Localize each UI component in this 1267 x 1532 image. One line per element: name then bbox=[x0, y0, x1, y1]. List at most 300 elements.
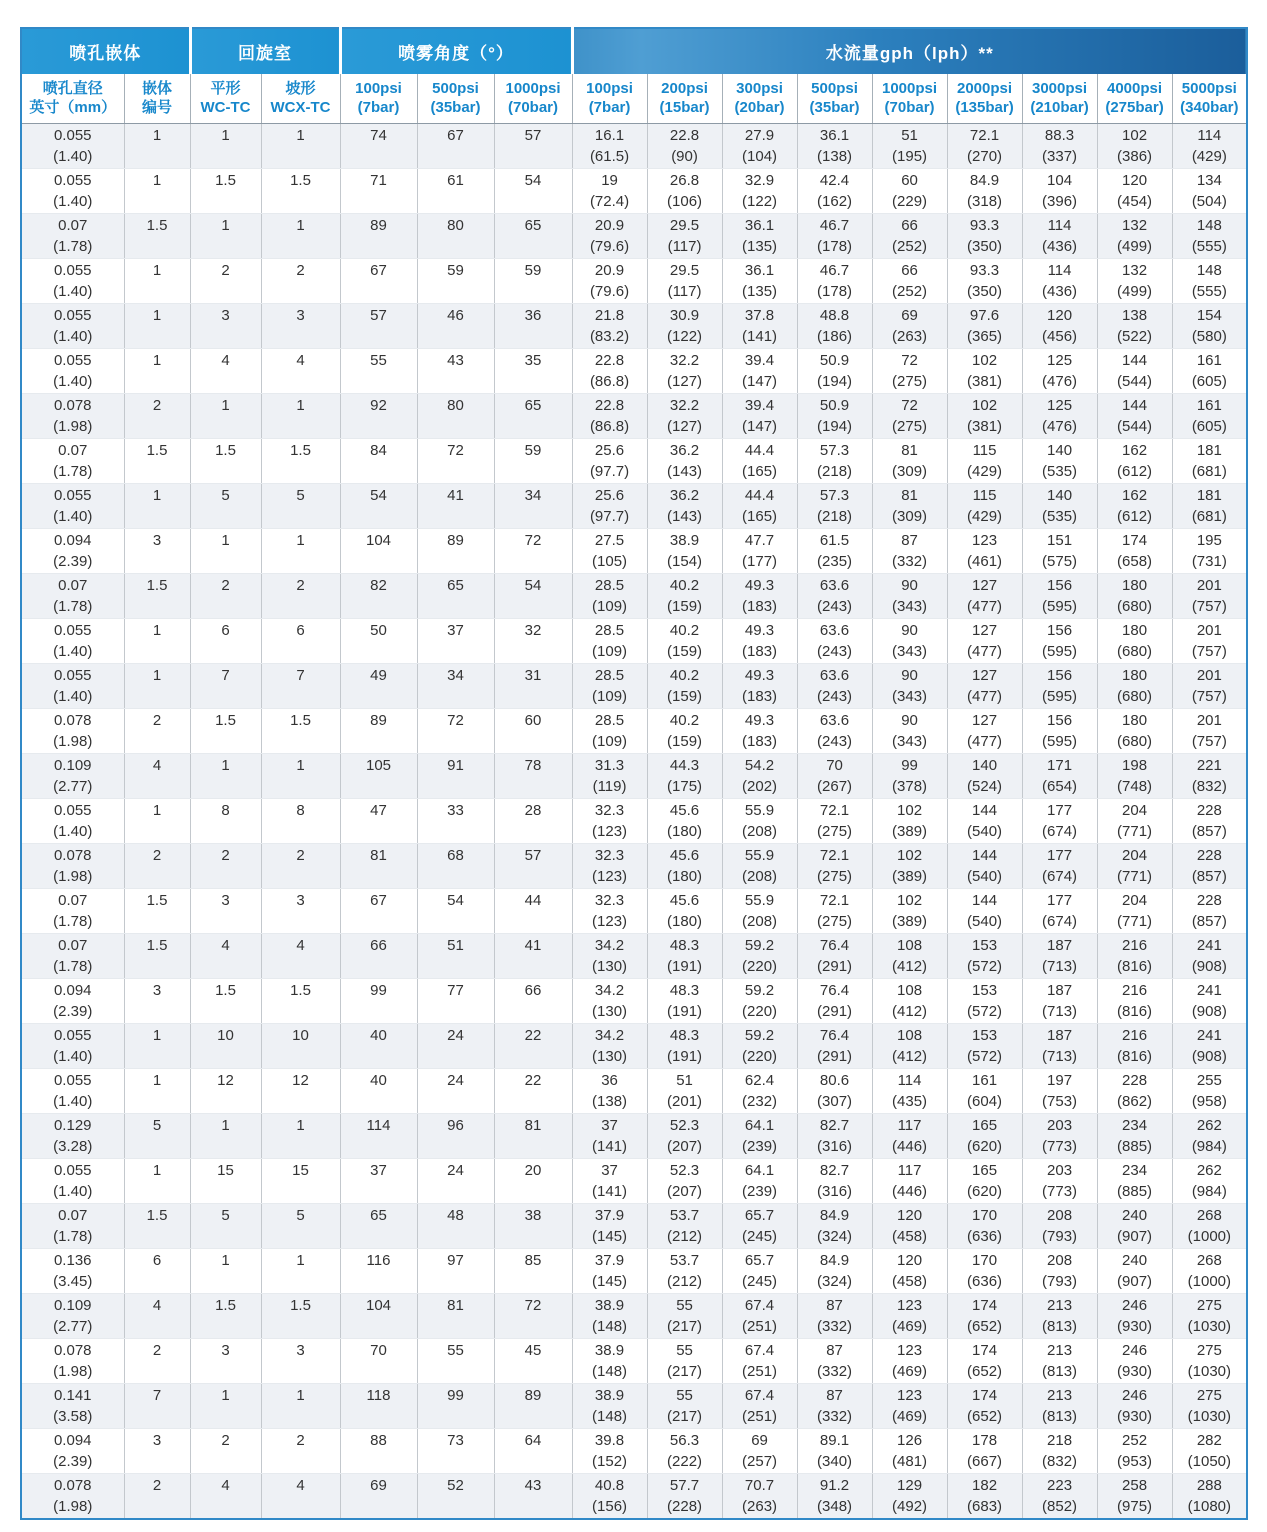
cell-flow-rate: 87 (332) bbox=[797, 1339, 872, 1384]
cell-slope-wcx-tc: 1.5 bbox=[261, 169, 340, 214]
cell-flow-rate: 187 (713) bbox=[1022, 1024, 1097, 1069]
cell-flow-rate: 104 (396) bbox=[1022, 169, 1097, 214]
cell-flow-rate: 48.3 (191) bbox=[647, 1024, 722, 1069]
cell-flow-rate: 62.4 (232) bbox=[722, 1069, 797, 1114]
cell-flow-rate: 52.3 (207) bbox=[647, 1114, 722, 1159]
cell-flow-rate: 48.8 (186) bbox=[797, 304, 872, 349]
cell-flow-rate: 195 (731) bbox=[1172, 529, 1247, 574]
cell-flow-rate: 228 (857) bbox=[1172, 889, 1247, 934]
col-flow-4000psi: 4000psi (275bar) bbox=[1097, 74, 1172, 124]
cell-flat-wc-tc: 10 bbox=[190, 1024, 261, 1069]
cell-flow-rate: 117 (446) bbox=[872, 1159, 947, 1204]
cell-flow-rate: 181 (681) bbox=[1172, 439, 1247, 484]
cell-flow-rate: 45.6 (180) bbox=[647, 889, 722, 934]
cell-flow-rate: 140 (524) bbox=[947, 754, 1022, 799]
cell-orifice-diameter: 0.136 (3.45) bbox=[21, 1249, 124, 1294]
cell-slope-wcx-tc: 3 bbox=[261, 1339, 340, 1384]
cell-slope-wcx-tc: 2 bbox=[261, 574, 340, 619]
table-row bbox=[21, 1204, 1247, 1249]
cell-flow-rate: 49.3 (183) bbox=[722, 619, 797, 664]
cell-spray-angle: 66 bbox=[494, 979, 572, 1024]
cell-flow-rate: 108 (412) bbox=[872, 979, 947, 1024]
cell-insert-number: 2 bbox=[124, 1474, 190, 1520]
cell-flow-rate: 165 (620) bbox=[947, 1114, 1022, 1159]
cell-flow-rate: 165 (620) bbox=[947, 1159, 1022, 1204]
cell-spray-angle: 81 bbox=[494, 1114, 572, 1159]
cell-flow-rate: 129 (492) bbox=[872, 1474, 947, 1520]
cell-flow-rate: 55.9 (208) bbox=[722, 799, 797, 844]
cell-flow-rate: 102 (386) bbox=[1097, 124, 1172, 169]
cell-flat-wc-tc: 12 bbox=[190, 1069, 261, 1114]
cell-flow-rate: 120 (456) bbox=[1022, 304, 1097, 349]
cell-flow-rate: 57.3 (218) bbox=[797, 439, 872, 484]
cell-flow-rate: 49.3 (183) bbox=[722, 664, 797, 709]
cell-flow-rate: 63.6 (243) bbox=[797, 619, 872, 664]
cell-flow-rate: 108 (412) bbox=[872, 1024, 947, 1069]
cell-flow-rate: 154 (580) bbox=[1172, 304, 1247, 349]
cell-flow-rate: 201 (757) bbox=[1172, 619, 1247, 664]
cell-orifice-diameter: 0.055 (1.40) bbox=[21, 619, 124, 664]
cell-flow-rate: 22.8 (90) bbox=[647, 124, 722, 169]
table-row bbox=[21, 979, 1247, 1024]
cell-spray-angle: 68 bbox=[417, 844, 494, 889]
cell-flow-rate: 28.5 (109) bbox=[572, 664, 647, 709]
cell-flow-rate: 208 (793) bbox=[1022, 1249, 1097, 1294]
cell-flow-rate: 208 (793) bbox=[1022, 1204, 1097, 1249]
cell-insert-number: 1.5 bbox=[124, 934, 190, 979]
cell-flow-rate: 65.7 (245) bbox=[722, 1249, 797, 1294]
cell-flow-rate: 50.9 (194) bbox=[797, 349, 872, 394]
cell-flow-rate: 64.1 (239) bbox=[722, 1114, 797, 1159]
cell-spray-angle: 65 bbox=[494, 214, 572, 259]
cell-insert-number: 1 bbox=[124, 169, 190, 214]
cell-flow-rate: 91.2 (348) bbox=[797, 1474, 872, 1520]
cell-spray-angle: 52 bbox=[417, 1474, 494, 1520]
cell-flow-rate: 67.4 (251) bbox=[722, 1384, 797, 1429]
cell-flow-rate: 181 (681) bbox=[1172, 484, 1247, 529]
cell-spray-angle: 41 bbox=[494, 934, 572, 979]
cell-spray-angle: 96 bbox=[417, 1114, 494, 1159]
cell-flat-wc-tc: 4 bbox=[190, 349, 261, 394]
cell-flow-rate: 246 (930) bbox=[1097, 1294, 1172, 1339]
cell-spray-angle: 46 bbox=[417, 304, 494, 349]
cell-flow-rate: 40.2 (159) bbox=[647, 709, 722, 754]
cell-orifice-diameter: 0.055 (1.40) bbox=[21, 349, 124, 394]
cell-flow-rate: 82.7 (316) bbox=[797, 1114, 872, 1159]
cell-orifice-diameter: 0.078 (1.98) bbox=[21, 709, 124, 754]
cell-spray-angle: 41 bbox=[417, 484, 494, 529]
cell-flow-rate: 44.4 (165) bbox=[722, 484, 797, 529]
table-row bbox=[21, 1159, 1247, 1204]
cell-slope-wcx-tc: 4 bbox=[261, 934, 340, 979]
cell-spray-angle: 77 bbox=[417, 979, 494, 1024]
table-row bbox=[21, 709, 1247, 754]
cell-flow-rate: 156 (595) bbox=[1022, 664, 1097, 709]
cell-spray-angle: 92 bbox=[340, 394, 417, 439]
cell-flow-rate: 203 (773) bbox=[1022, 1114, 1097, 1159]
cell-spray-angle: 24 bbox=[417, 1159, 494, 1204]
cell-flow-rate: 282 (1050) bbox=[1172, 1429, 1247, 1474]
cell-flat-wc-tc: 8 bbox=[190, 799, 261, 844]
cell-flow-rate: 27.9 (104) bbox=[722, 124, 797, 169]
cell-flow-rate: 204 (771) bbox=[1097, 844, 1172, 889]
cell-flow-rate: 22.8 (86.8) bbox=[572, 394, 647, 439]
cell-flow-rate: 117 (446) bbox=[872, 1114, 947, 1159]
cell-flow-rate: 178 (667) bbox=[947, 1429, 1022, 1474]
col-angle-500psi: 500psi (35bar) bbox=[417, 74, 494, 124]
cell-flow-rate: 38.9 (148) bbox=[572, 1384, 647, 1429]
cell-flow-rate: 72 (275) bbox=[872, 349, 947, 394]
cell-flow-rate: 102 (389) bbox=[872, 799, 947, 844]
cell-flow-rate: 32.2 (127) bbox=[647, 349, 722, 394]
cell-flow-rate: 182 (683) bbox=[947, 1474, 1022, 1520]
cell-spray-angle: 50 bbox=[340, 619, 417, 664]
cell-orifice-diameter: 0.07 (1.78) bbox=[21, 934, 124, 979]
cell-flat-wc-tc: 1.5 bbox=[190, 1294, 261, 1339]
cell-orifice-diameter: 0.07 (1.78) bbox=[21, 574, 124, 619]
cell-flow-rate: 102 (389) bbox=[872, 844, 947, 889]
table-row bbox=[21, 304, 1247, 349]
table-row bbox=[21, 439, 1247, 484]
cell-flow-rate: 102 (381) bbox=[947, 394, 1022, 439]
cell-flow-rate: 37.8 (141) bbox=[722, 304, 797, 349]
table-row bbox=[21, 619, 1247, 664]
cell-flow-rate: 55.9 (208) bbox=[722, 889, 797, 934]
cell-flow-rate: 148 (555) bbox=[1172, 214, 1247, 259]
cell-flow-rate: 53.7 (212) bbox=[647, 1204, 722, 1249]
cell-flow-rate: 53.7 (212) bbox=[647, 1249, 722, 1294]
cell-flow-rate: 36.1 (135) bbox=[722, 214, 797, 259]
table-row bbox=[21, 1024, 1247, 1069]
cell-slope-wcx-tc: 3 bbox=[261, 889, 340, 934]
cell-orifice-diameter: 0.055 (1.40) bbox=[21, 169, 124, 214]
cell-flow-rate: 252 (953) bbox=[1097, 1429, 1172, 1474]
cell-flat-wc-tc: 1.5 bbox=[190, 979, 261, 1024]
cell-flat-wc-tc: 1.5 bbox=[190, 169, 261, 214]
cell-flat-wc-tc: 7 bbox=[190, 664, 261, 709]
table-row bbox=[21, 529, 1247, 574]
cell-flow-rate: 59.2 (220) bbox=[722, 934, 797, 979]
cell-flow-rate: 174 (652) bbox=[947, 1384, 1022, 1429]
cell-spray-angle: 49 bbox=[340, 664, 417, 709]
cell-slope-wcx-tc: 5 bbox=[261, 484, 340, 529]
cell-flow-rate: 228 (862) bbox=[1097, 1069, 1172, 1114]
cell-spray-angle: 97 bbox=[417, 1249, 494, 1294]
cell-flow-rate: 59.2 (220) bbox=[722, 1024, 797, 1069]
cell-orifice-diameter: 0.094 (2.39) bbox=[21, 979, 124, 1024]
cell-spray-angle: 81 bbox=[340, 844, 417, 889]
cell-flow-rate: 39.4 (147) bbox=[722, 349, 797, 394]
cell-flow-rate: 246 (930) bbox=[1097, 1339, 1172, 1384]
cell-flow-rate: 49.3 (183) bbox=[722, 709, 797, 754]
cell-flow-rate: 153 (572) bbox=[947, 979, 1022, 1024]
cell-spray-angle: 88 bbox=[340, 1429, 417, 1474]
cell-flat-wc-tc: 1 bbox=[190, 1384, 261, 1429]
cell-spray-angle: 65 bbox=[340, 1204, 417, 1249]
cell-flow-rate: 197 (753) bbox=[1022, 1069, 1097, 1114]
group-water-flow: 水流量gph（lph）** bbox=[572, 28, 1247, 74]
cell-orifice-diameter: 0.07 (1.78) bbox=[21, 1204, 124, 1249]
cell-flow-rate: 223 (852) bbox=[1022, 1474, 1097, 1520]
cell-spray-angle: 37 bbox=[417, 619, 494, 664]
cell-flow-rate: 180 (680) bbox=[1097, 574, 1172, 619]
cell-flow-rate: 120 (454) bbox=[1097, 169, 1172, 214]
cell-flat-wc-tc: 3 bbox=[190, 1339, 261, 1384]
group-swirl-chamber: 回旋室 bbox=[190, 28, 340, 74]
cell-flat-wc-tc: 5 bbox=[190, 1204, 261, 1249]
cell-spray-angle: 59 bbox=[494, 259, 572, 304]
cell-flow-rate: 170 (636) bbox=[947, 1204, 1022, 1249]
cell-flow-rate: 144 (540) bbox=[947, 799, 1022, 844]
cell-spray-angle: 24 bbox=[417, 1024, 494, 1069]
cell-insert-number: 1 bbox=[124, 304, 190, 349]
cell-slope-wcx-tc: 8 bbox=[261, 799, 340, 844]
cell-spray-angle: 114 bbox=[340, 1114, 417, 1159]
cell-flow-rate: 241 (908) bbox=[1172, 934, 1247, 979]
cell-insert-number: 1 bbox=[124, 619, 190, 664]
cell-flow-rate: 102 (389) bbox=[872, 889, 947, 934]
cell-flow-rate: 52.3 (207) bbox=[647, 1159, 722, 1204]
cell-flow-rate: 29.5 (117) bbox=[647, 214, 722, 259]
cell-orifice-diameter: 0.055 (1.40) bbox=[21, 484, 124, 529]
cell-spray-angle: 72 bbox=[494, 1294, 572, 1339]
cell-flow-rate: 88.3 (337) bbox=[1022, 124, 1097, 169]
cell-slope-wcx-tc: 10 bbox=[261, 1024, 340, 1069]
cell-flow-rate: 32.3 (123) bbox=[572, 889, 647, 934]
cell-orifice-diameter: 0.055 (1.40) bbox=[21, 664, 124, 709]
cell-flow-rate: 201 (757) bbox=[1172, 664, 1247, 709]
cell-flow-rate: 201 (757) bbox=[1172, 574, 1247, 619]
cell-spray-angle: 89 bbox=[417, 529, 494, 574]
cell-flow-rate: 255 (958) bbox=[1172, 1069, 1247, 1114]
cell-flow-rate: 60 (229) bbox=[872, 169, 947, 214]
cell-flow-rate: 201 (757) bbox=[1172, 709, 1247, 754]
cell-flow-rate: 25.6 (97.7) bbox=[572, 484, 647, 529]
cell-flow-rate: 55 (217) bbox=[647, 1339, 722, 1384]
cell-flat-wc-tc: 1 bbox=[190, 124, 261, 169]
cell-flow-rate: 38.9 (148) bbox=[572, 1294, 647, 1339]
cell-spray-angle: 22 bbox=[494, 1069, 572, 1114]
cell-spray-angle: 65 bbox=[417, 574, 494, 619]
cell-spray-angle: 28 bbox=[494, 799, 572, 844]
cell-slope-wcx-tc: 2 bbox=[261, 844, 340, 889]
cell-spray-angle: 35 bbox=[494, 349, 572, 394]
cell-flow-rate: 262 (984) bbox=[1172, 1159, 1247, 1204]
cell-flow-rate: 132 (499) bbox=[1097, 214, 1172, 259]
cell-flow-rate: 46.7 (178) bbox=[797, 214, 872, 259]
cell-spray-angle: 80 bbox=[417, 214, 494, 259]
cell-flow-rate: 218 (832) bbox=[1022, 1429, 1097, 1474]
cell-flow-rate: 19 (72.4) bbox=[572, 169, 647, 214]
cell-flow-rate: 161 (605) bbox=[1172, 349, 1247, 394]
cell-flow-rate: 161 (605) bbox=[1172, 394, 1247, 439]
cell-insert-number: 1.5 bbox=[124, 889, 190, 934]
table-body bbox=[21, 124, 1247, 1520]
cell-flow-rate: 275 (1030) bbox=[1172, 1339, 1247, 1384]
cell-insert-number: 1.5 bbox=[124, 439, 190, 484]
cell-flat-wc-tc: 4 bbox=[190, 934, 261, 979]
cell-flow-rate: 216 (816) bbox=[1097, 1024, 1172, 1069]
cell-flow-rate: 138 (522) bbox=[1097, 304, 1172, 349]
cell-flow-rate: 275 (1030) bbox=[1172, 1294, 1247, 1339]
col-slope-wcx-tc: 坡形 WCX-TC bbox=[261, 74, 340, 124]
cell-flow-rate: 148 (555) bbox=[1172, 259, 1247, 304]
cell-insert-number: 1 bbox=[124, 799, 190, 844]
cell-spray-angle: 59 bbox=[417, 259, 494, 304]
cell-flow-rate: 87 (332) bbox=[797, 1384, 872, 1429]
cell-flat-wc-tc: 4 bbox=[190, 1474, 261, 1520]
cell-spray-angle: 43 bbox=[494, 1474, 572, 1520]
cell-flow-rate: 120 (458) bbox=[872, 1204, 947, 1249]
cell-orifice-diameter: 0.078 (1.98) bbox=[21, 1339, 124, 1384]
cell-flow-rate: 81 (309) bbox=[872, 484, 947, 529]
cell-flow-rate: 57.3 (218) bbox=[797, 484, 872, 529]
table-row bbox=[21, 844, 1247, 889]
cell-flow-rate: 174 (658) bbox=[1097, 529, 1172, 574]
cell-slope-wcx-tc: 1.5 bbox=[261, 979, 340, 1024]
cell-flow-rate: 67.4 (251) bbox=[722, 1294, 797, 1339]
cell-flat-wc-tc: 1 bbox=[190, 1114, 261, 1159]
cell-spray-angle: 24 bbox=[417, 1069, 494, 1114]
cell-spray-angle: 89 bbox=[494, 1384, 572, 1429]
cell-slope-wcx-tc: 1.5 bbox=[261, 1294, 340, 1339]
cell-flow-rate: 28.5 (109) bbox=[572, 619, 647, 664]
cell-flow-rate: 93.3 (350) bbox=[947, 259, 1022, 304]
cell-flow-rate: 144 (540) bbox=[947, 844, 1022, 889]
cell-flow-rate: 171 (654) bbox=[1022, 754, 1097, 799]
cell-flow-rate: 69 (263) bbox=[872, 304, 947, 349]
cell-flow-rate: 241 (908) bbox=[1172, 979, 1247, 1024]
cell-flow-rate: 240 (907) bbox=[1097, 1204, 1172, 1249]
cell-flow-rate: 40.2 (159) bbox=[647, 664, 722, 709]
cell-spray-angle: 38 bbox=[494, 1204, 572, 1249]
cell-flow-rate: 56.3 (222) bbox=[647, 1429, 722, 1474]
cell-spray-angle: 71 bbox=[340, 169, 417, 214]
cell-flow-rate: 34.2 (130) bbox=[572, 979, 647, 1024]
cell-flow-rate: 84.9 (324) bbox=[797, 1204, 872, 1249]
cell-flow-rate: 37.9 (145) bbox=[572, 1204, 647, 1249]
cell-flow-rate: 221 (832) bbox=[1172, 754, 1247, 799]
cell-flow-rate: 123 (469) bbox=[872, 1384, 947, 1429]
cell-flat-wc-tc: 15 bbox=[190, 1159, 261, 1204]
cell-flow-rate: 241 (908) bbox=[1172, 1024, 1247, 1069]
cell-spray-angle: 81 bbox=[417, 1294, 494, 1339]
cell-spray-angle: 44 bbox=[494, 889, 572, 934]
table-row bbox=[21, 169, 1247, 214]
table-row bbox=[21, 124, 1247, 169]
cell-flow-rate: 156 (595) bbox=[1022, 574, 1097, 619]
cell-flow-rate: 76.4 (291) bbox=[797, 934, 872, 979]
table-row bbox=[21, 1339, 1247, 1384]
cell-flow-rate: 126 (481) bbox=[872, 1429, 947, 1474]
cell-flow-rate: 216 (816) bbox=[1097, 979, 1172, 1024]
cell-flow-rate: 127 (477) bbox=[947, 619, 1022, 664]
cell-orifice-diameter: 0.055 (1.40) bbox=[21, 259, 124, 304]
col-orifice-diameter: 喷孔直径 英寸（mm） bbox=[21, 74, 124, 124]
cell-insert-number: 4 bbox=[124, 754, 190, 799]
cell-flat-wc-tc: 1 bbox=[190, 754, 261, 799]
cell-spray-angle: 54 bbox=[494, 169, 572, 214]
cell-flow-rate: 82.7 (316) bbox=[797, 1159, 872, 1204]
cell-flow-rate: 28.5 (109) bbox=[572, 574, 647, 619]
cell-orifice-diameter: 0.055 (1.40) bbox=[21, 304, 124, 349]
cell-flow-rate: 114 (435) bbox=[872, 1069, 947, 1114]
cell-flow-rate: 29.5 (117) bbox=[647, 259, 722, 304]
cell-flow-rate: 174 (652) bbox=[947, 1294, 1022, 1339]
cell-orifice-diameter: 0.07 (1.78) bbox=[21, 214, 124, 259]
cell-flow-rate: 132 (499) bbox=[1097, 259, 1172, 304]
cell-flow-rate: 54.2 (202) bbox=[722, 754, 797, 799]
cell-flow-rate: 97.6 (365) bbox=[947, 304, 1022, 349]
cell-flow-rate: 51 (195) bbox=[872, 124, 947, 169]
cell-orifice-diameter: 0.109 (2.77) bbox=[21, 1294, 124, 1339]
cell-spray-angle: 36 bbox=[494, 304, 572, 349]
cell-spray-angle: 57 bbox=[340, 304, 417, 349]
cell-flow-rate: 44.3 (175) bbox=[647, 754, 722, 799]
cell-flow-rate: 39.8 (152) bbox=[572, 1429, 647, 1474]
cell-flow-rate: 127 (477) bbox=[947, 574, 1022, 619]
cell-flow-rate: 108 (412) bbox=[872, 934, 947, 979]
cell-flow-rate: 81 (309) bbox=[872, 439, 947, 484]
cell-orifice-diameter: 0.055 (1.40) bbox=[21, 1069, 124, 1114]
cell-flow-rate: 63.6 (243) bbox=[797, 709, 872, 754]
table-row bbox=[21, 349, 1247, 394]
cell-flow-rate: 38.9 (148) bbox=[572, 1339, 647, 1384]
cell-orifice-diameter: 0.078 (1.98) bbox=[21, 394, 124, 439]
table-row bbox=[21, 1429, 1247, 1474]
cell-orifice-diameter: 0.055 (1.40) bbox=[21, 1024, 124, 1069]
col-flow-500psi: 500psi (35bar) bbox=[797, 74, 872, 124]
cell-flow-rate: 161 (604) bbox=[947, 1069, 1022, 1114]
cell-flow-rate: 26.8 (106) bbox=[647, 169, 722, 214]
cell-spray-angle: 59 bbox=[494, 439, 572, 484]
table-row bbox=[21, 1069, 1247, 1114]
cell-flow-rate: 37.9 (145) bbox=[572, 1249, 647, 1294]
cell-flat-wc-tc: 1 bbox=[190, 529, 261, 574]
cell-flow-rate: 36.1 (138) bbox=[797, 124, 872, 169]
cell-flow-rate: 162 (612) bbox=[1097, 484, 1172, 529]
cell-flow-rate: 51 (201) bbox=[647, 1069, 722, 1114]
cell-orifice-diameter: 0.094 (2.39) bbox=[21, 529, 124, 574]
cell-flow-rate: 203 (773) bbox=[1022, 1159, 1097, 1204]
cell-flow-rate: 72 (275) bbox=[872, 394, 947, 439]
cell-flow-rate: 288 (1080) bbox=[1172, 1474, 1247, 1520]
cell-flow-rate: 72.1 (275) bbox=[797, 844, 872, 889]
cell-flow-rate: 240 (907) bbox=[1097, 1249, 1172, 1294]
cell-slope-wcx-tc: 2 bbox=[261, 1429, 340, 1474]
cell-flat-wc-tc: 3 bbox=[190, 304, 261, 349]
cell-insert-number: 1.5 bbox=[124, 214, 190, 259]
cell-spray-angle: 73 bbox=[417, 1429, 494, 1474]
cell-spray-angle: 40 bbox=[340, 1069, 417, 1114]
cell-flow-rate: 198 (748) bbox=[1097, 754, 1172, 799]
cell-flow-rate: 127 (477) bbox=[947, 709, 1022, 754]
cell-spray-angle: 85 bbox=[494, 1249, 572, 1294]
cell-flow-rate: 66 (252) bbox=[872, 259, 947, 304]
cell-flow-rate: 213 (813) bbox=[1022, 1339, 1097, 1384]
cell-flow-rate: 123 (461) bbox=[947, 529, 1022, 574]
cell-spray-angle: 47 bbox=[340, 799, 417, 844]
cell-flow-rate: 76.4 (291) bbox=[797, 979, 872, 1024]
cell-spray-angle: 99 bbox=[417, 1384, 494, 1429]
cell-slope-wcx-tc: 1 bbox=[261, 529, 340, 574]
cell-flow-rate: 72.1 (270) bbox=[947, 124, 1022, 169]
cell-spray-angle: 116 bbox=[340, 1249, 417, 1294]
cell-spray-angle: 72 bbox=[494, 529, 572, 574]
cell-flow-rate: 134 (504) bbox=[1172, 169, 1247, 214]
header-column-row bbox=[21, 74, 1247, 124]
cell-flow-rate: 37 (141) bbox=[572, 1159, 647, 1204]
